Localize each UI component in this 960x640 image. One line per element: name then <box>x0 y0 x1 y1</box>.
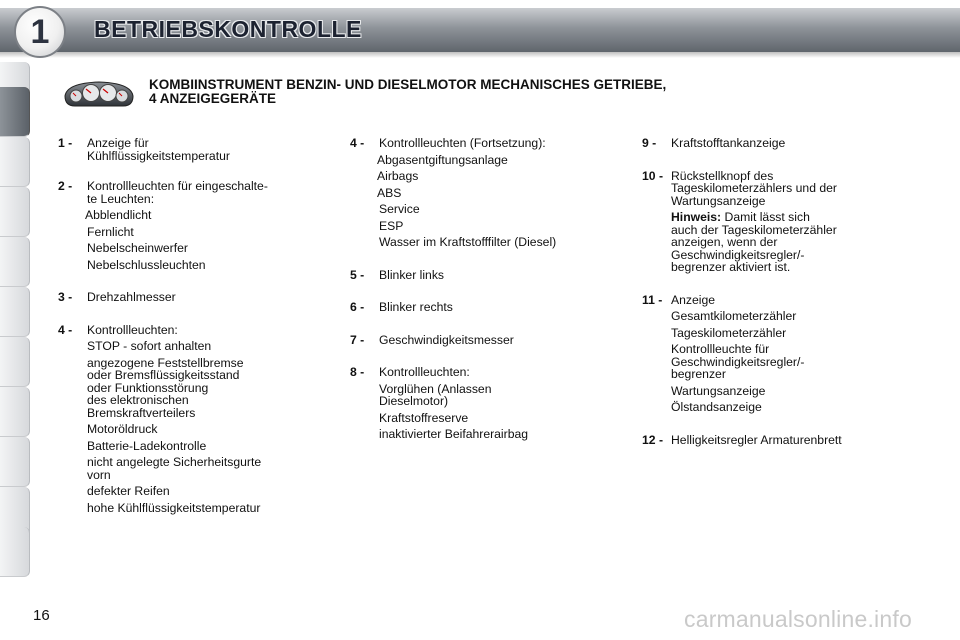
section-title: BETRIEBSKONTROLLE <box>94 16 362 42</box>
column-2 <box>350 137 622 441</box>
item-text: Anzeige <box>671 292 716 307</box>
item-text: Tageskilometerzählers und der <box>671 181 837 195</box>
item-subentry: STOP - sofort anhalten <box>87 339 212 353</box>
item-text: Kontrollleuchten (Fortsetzung): <box>379 136 546 150</box>
list-item-3 <box>58 291 328 304</box>
chapter-tab-rail <box>0 62 32 577</box>
item-text: Blinker rechts <box>379 300 453 314</box>
subtitle-line: 4 ANZEIGEGERÄTE <box>149 91 277 106</box>
item-subentry: Motoröldruck <box>87 422 158 436</box>
item-text: Kontrollleuchten: <box>87 322 178 337</box>
column-3 <box>642 137 912 446</box>
item-number: 4 - <box>350 136 365 150</box>
list-item-4 <box>58 324 328 515</box>
column-1 <box>58 137 328 514</box>
chapter-tab-active[interactable] <box>0 87 30 137</box>
item-subentry: Gesamtkilometerzähler <box>671 309 797 323</box>
item-subentry: Vorglühen (Anlassen <box>379 381 492 396</box>
item-subentry: Abgasentgiftungsanlage <box>377 152 508 167</box>
chapter-tab[interactable] <box>0 387 30 437</box>
item-text: Kontrollleuchten: <box>379 365 470 379</box>
list-item-6 <box>350 301 622 314</box>
item-subentry: angezogene Feststellbremse <box>87 355 244 370</box>
item-subentry: Dieselmotor) <box>379 394 449 408</box>
list-item-8 <box>350 366 622 441</box>
subtitle-line: KOMBIINSTRUMENT BENZIN- UND DIESELMOTOR MECHANISCHES GETRIEBE, <box>149 77 667 92</box>
item-subentry: des elektronischen <box>87 393 189 407</box>
item-text: Kraftstofftankanzeige <box>671 136 786 150</box>
note-text: auch der Tageskilometerzähler <box>671 222 837 237</box>
item-text: Wartungsanzeige <box>671 193 766 208</box>
item-subentry: oder Bremsflüssigkeitsstand <box>87 368 240 382</box>
list-item-1 <box>58 137 328 162</box>
item-subentry: Kontrollleuchte für <box>671 342 770 356</box>
item-subentry: inaktivierter Beifahrerairbag <box>379 427 529 441</box>
item-number: 4 - <box>58 322 73 337</box>
item-subentry: Bremskraftverteilers <box>87 405 196 420</box>
item-text: Drehzahlmesser <box>87 290 176 304</box>
item-subentry: nicht angelegte Sicherheitsgurte <box>87 455 262 469</box>
item-subentry: ABS <box>377 185 402 200</box>
item-subentry: Batterie-Ladekontrolle <box>87 438 207 453</box>
item-text: Anzeige für <box>87 136 149 150</box>
list-item-5 <box>350 269 622 282</box>
item-subentry: begrenzer <box>671 367 726 381</box>
item-number: 8 - <box>350 365 365 379</box>
item-number: 1 - <box>58 136 73 150</box>
item-text: Helligkeitsregler Armaturenbrett <box>671 432 842 447</box>
item-subentry: Wartungsanzeige <box>671 383 766 398</box>
item-number: 3 - <box>58 290 73 304</box>
list-item-7 <box>350 334 622 347</box>
note <box>671 211 912 224</box>
note-text: Damit lässt sich <box>721 210 810 224</box>
item-text: Kühlflüssigkeitstemperatur <box>87 148 230 163</box>
item-number: 5 - <box>350 267 365 282</box>
page-subtitle <box>149 78 869 106</box>
list-item-4-continued <box>350 137 622 249</box>
list-item-9 <box>642 137 912 150</box>
item-text: Blinker links <box>379 267 445 282</box>
item-number: 10 - <box>642 168 664 183</box>
chapter-tab[interactable] <box>0 437 30 487</box>
item-subentry: Kraftstoffreserve <box>379 410 469 425</box>
item-text: Kontrollleuchten für eingeschalte- <box>87 179 268 193</box>
item-subentry: Airbags <box>377 169 419 183</box>
list-item-11 <box>642 294 912 414</box>
item-subentry: Tageskilometerzähler <box>671 325 787 340</box>
note-label: Hinweis: <box>671 210 722 224</box>
item-number: 11 - <box>642 292 663 307</box>
chapter-tab[interactable] <box>0 337 30 387</box>
item-subentry: Fernlicht <box>87 224 134 239</box>
item-subentry: vorn <box>87 467 111 482</box>
page-number: 16 <box>33 607 50 624</box>
chapter-tab[interactable] <box>0 187 30 237</box>
chapter-number-badge <box>14 6 66 58</box>
item-text: Rückstellknopf des <box>671 168 774 183</box>
item-subentry: Abblendlicht <box>85 208 152 222</box>
list-item-10 <box>642 170 912 274</box>
item-number: 2 - <box>58 179 73 193</box>
item-subentry: Ölstandsanzeige <box>671 400 762 414</box>
instrument-cluster-icon <box>63 80 135 108</box>
chapter-number: 1 <box>30 12 50 51</box>
chapter-tab[interactable] <box>0 237 30 287</box>
list-item-12 <box>642 434 912 447</box>
item-subentry: defekter Reifen <box>87 484 170 498</box>
chapter-tab[interactable] <box>0 137 30 187</box>
chapter-tab[interactable] <box>0 527 30 577</box>
item-number: 12 - <box>642 432 664 447</box>
item-subentry: Service <box>379 202 420 216</box>
item-subentry: hohe Kühlflüssigkeitstemperatur <box>87 500 261 515</box>
note-text: begrenzer aktiviert ist. <box>671 260 791 274</box>
item-subentry: Wasser im Kraftstofffilter (Diesel) <box>379 235 557 249</box>
item-subentry: Nebelscheinwerfer <box>87 241 188 255</box>
list-item-2 <box>58 180 328 271</box>
item-text: Geschwindigkeitsmesser <box>379 332 514 347</box>
note-text: Geschwindigkeitsregler/- <box>671 247 805 262</box>
note-text: anzeigen, wenn der <box>671 235 778 249</box>
item-number: 7 - <box>350 332 365 347</box>
item-subentry: oder Funktionsstörung <box>87 380 209 395</box>
item-text: te Leuchten: <box>87 191 155 206</box>
watermark: carmanualsonline.info <box>684 606 912 632</box>
item-number: 6 - <box>350 300 365 314</box>
item-subentry: ESP <box>379 218 404 233</box>
chapter-tab[interactable] <box>0 287 30 337</box>
item-subentry: Geschwindigkeitsregler/- <box>671 354 805 369</box>
item-number: 9 - <box>642 136 657 150</box>
item-subentry: Nebelschlussleuchten <box>87 257 206 272</box>
